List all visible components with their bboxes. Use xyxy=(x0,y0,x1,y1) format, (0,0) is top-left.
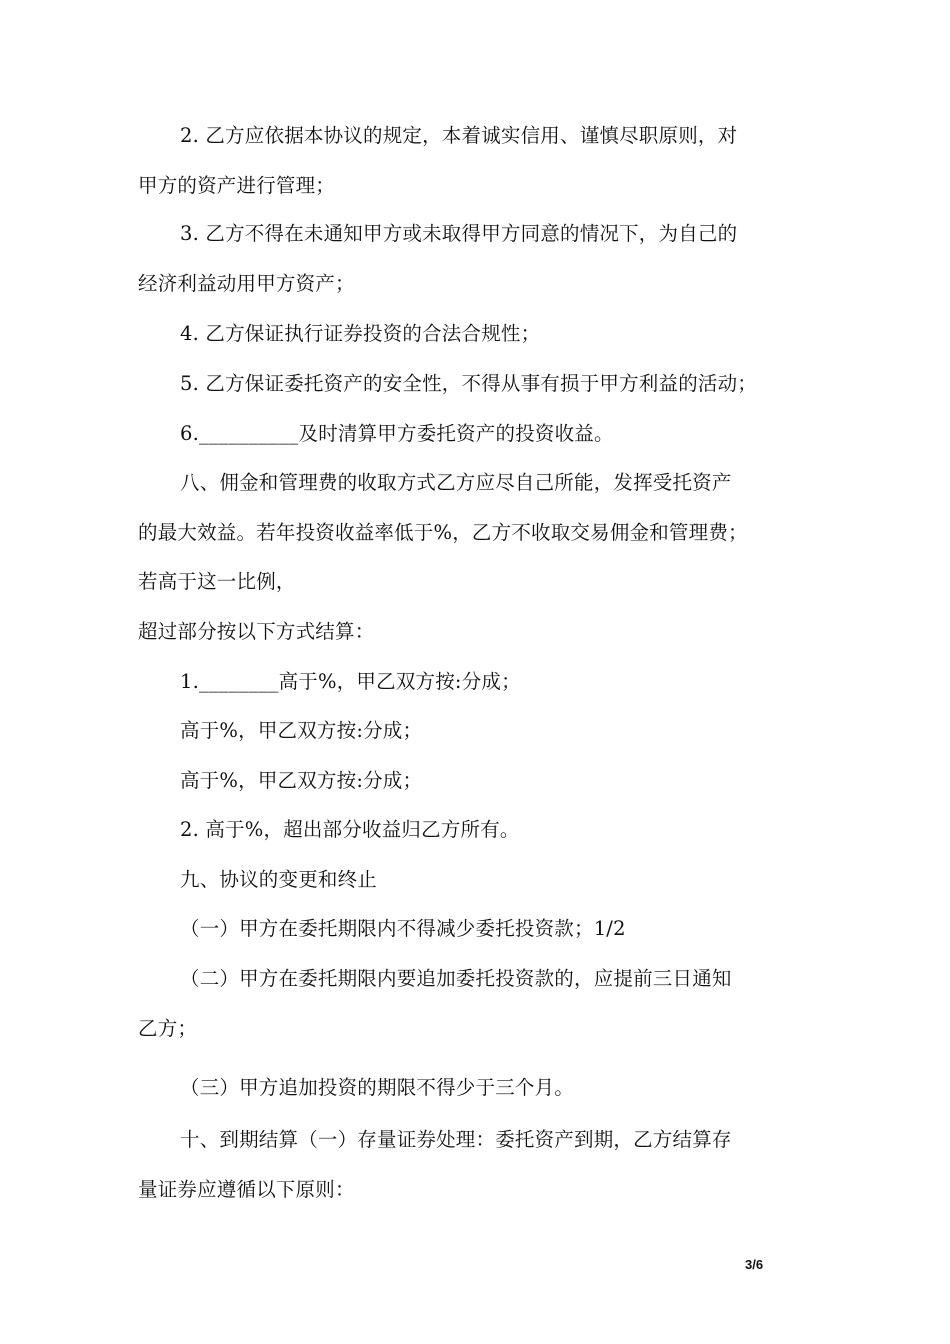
section-9-item-2-line-1: （二）甲方在委托期限内要追加委托投资款的，应提前三日通知 xyxy=(180,967,732,990)
clause-7-4: 4. 乙方保证执行证券投资的合法合规性； xyxy=(180,322,541,345)
clause-7-6: 6.__________及时清算甲方委托资产的投资收益。 xyxy=(180,422,614,445)
settlement-item-1c: 高于%，甲乙双方按:分成； xyxy=(180,769,423,792)
section-8-line-1: 八、佣金和管理费的收取方式乙方应尽自己所能，发挥受托资产 xyxy=(180,471,732,494)
settlement-item-2: 2. 高于%，超出部分收益归乙方所有。 xyxy=(180,818,520,841)
clause-7-2-line-2: 甲方的资产进行管理； xyxy=(138,174,336,197)
section-10-line-2: 量证券应遵循以下原则： xyxy=(138,1178,355,1201)
clause-7-3-line-1: 3. 乙方不得在未通知甲方或未取得甲方同意的情况下，为自己的 xyxy=(180,222,738,245)
clause-7-2-line-1: 2. 乙方应依据本协议的规定，本着诚实信用、谨慎尽职原则，对 xyxy=(180,124,738,147)
section-9-item-3: （三）甲方追加投资的期限不得少于三个月。 xyxy=(180,1076,575,1099)
section-9-item-2-line-2: 乙方； xyxy=(138,1017,198,1040)
clause-7-3-line-2: 经济利益动用甲方资产； xyxy=(138,272,355,295)
page-number: 3/6 xyxy=(745,1257,764,1272)
section-8-line-2: 的最大效益。若年投资收益率低于%，乙方不收取交易佣金和管理费； xyxy=(138,521,748,544)
section-10-line-1: 十、到期结算（一）存量证券处理：委托资产到期，乙方结算存 xyxy=(180,1128,732,1151)
section-9-heading: 九、协议的变更和终止 xyxy=(180,868,378,891)
section-8-line-3: 若高于这一比例， xyxy=(138,570,296,593)
clause-7-5: 5. 乙方保证委托资产的安全性，不得从事有损于甲方利益的活动； xyxy=(180,372,758,395)
settlement-item-1: 1.________高于%，甲乙双方按:分成； xyxy=(180,670,521,693)
settlement-item-1b: 高于%，甲乙双方按:分成； xyxy=(180,719,423,742)
section-9-item-1: （一）甲方在委托期限内不得减少委托投资款；1/2 xyxy=(180,917,626,940)
section-8-line-4: 超过部分按以下方式结算： xyxy=(138,620,375,643)
